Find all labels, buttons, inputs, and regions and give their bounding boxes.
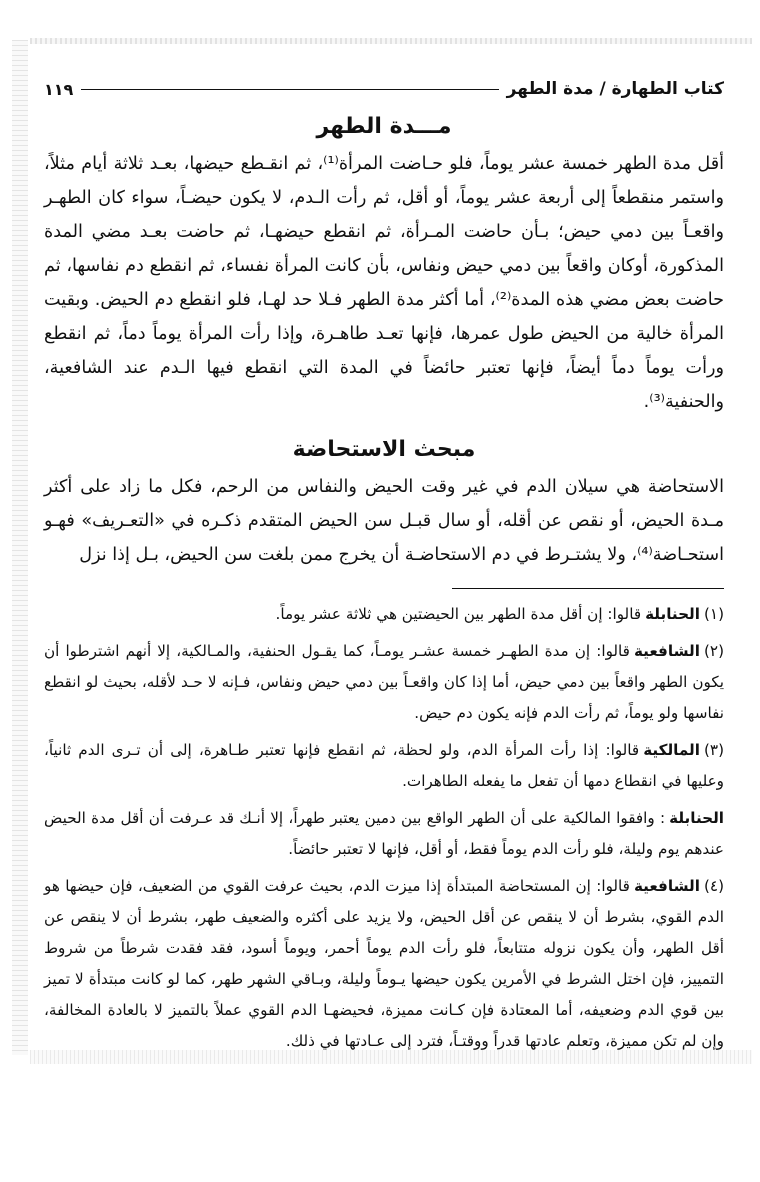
footnote-number: (٤) bbox=[703, 877, 724, 895]
section-body-purity-period bbox=[44, 147, 724, 419]
section-title-purity-period: مـــدة الطهر bbox=[316, 114, 452, 139]
footnote-text: قالوا: إن أقل مدة الطهر بين الحيضتين هي ثلاثة عشر يوماً. bbox=[275, 605, 642, 623]
section-body-istihada bbox=[44, 470, 724, 572]
footnote-3-hanbali bbox=[44, 803, 724, 865]
scan-edge-top bbox=[30, 38, 752, 44]
footnote-1 bbox=[44, 599, 724, 630]
running-header bbox=[44, 72, 724, 106]
page-number: ١١٩ bbox=[44, 79, 74, 99]
header-title: كتاب الطهارة / مدة الطهر bbox=[506, 79, 724, 99]
footnote-divider bbox=[452, 588, 724, 589]
footnote-number: (١) bbox=[703, 605, 724, 623]
footnote-text: قالوا: إن مدة الطهـر خمسة عشـر يومـاً، كما يقـول الحنفية، والمـالكية، إلا أنهم اشترطوا أن يكون الطهر واقعاً بين دمي حيض، أما إذا كان واقعـاً بين دمي حيض ونفاس، فـإنه لا حـد لأقله، بحيث لو انقطع نفاسها ولو يوماً، ثم رأت الدم فإنه يكون دم حيض. bbox=[44, 642, 724, 722]
footnote-school: المالكية bbox=[643, 741, 700, 759]
footnote-text: : وافقوا المالكية على أن الطهر الواقع بين دمين يعتبر طهراً، إلا أنـك قد عـرفت أن أقل مدة الحيض عندهم يوم وليلة، فلو رأت الدم يوماً فقط، أو أقل، فإنها لا تعتبر حائضاً. bbox=[44, 809, 724, 858]
footnote-school: الشافعية bbox=[633, 642, 700, 660]
book-page bbox=[44, 72, 724, 1063]
footnote-school: الحنابلة bbox=[645, 605, 700, 623]
scan-edge-left bbox=[12, 40, 28, 1055]
footnote-number: (٢) bbox=[703, 642, 724, 660]
footnote-3 bbox=[44, 735, 724, 797]
footnotes bbox=[44, 599, 724, 1057]
footnote-2 bbox=[44, 636, 724, 729]
footnote-school: الشافعية bbox=[633, 877, 700, 895]
footnote-school: الحنابلة bbox=[669, 809, 724, 827]
paragraph-istihada: الاستحاضة هي سيلان الدم في غير وقت الحيض والنفاس من الرحم، فكل ما زاد على أكثر مـدة الحيض، أو نقص عن أقله، أو سال قبـل سن الحيض المتقدم ذكـره في «التعـريف» فهـو استحـاضة⁽⁴⁾، ولا يشتـرط في دم الاستحاضـة أن يخرج ممن بلغت سن الحيض، بـل إذا نزل bbox=[44, 477, 724, 565]
header-rule bbox=[81, 89, 498, 90]
footnote-4 bbox=[44, 871, 724, 1057]
footnote-text: قالوا: إن المستحاضة المبتدأة إذا ميزت الدم، بحيث عرفت القوي من الضعيف، فإن حيضها هو الدم القوي، بشرط أن لا ينقص عن أقل الحيض، ولا يزيد على أكثره والضعيف طهر، بشرط أن لا ينقص عن أقل الطهر، وأن يكون نزوله متتابعاً، فلو رأت الدم يوماً أحمر، ويوماً أسود، فقد فقدت شرطاً من شروط التمييز، فإن اختل الشرط في الأمرين يكون حيضها يـوماً وليلة، وبـاقي الشهر طهر، كما لو كانت مبتدأة لا تميز بين قوي الدم وضعيفه، أما المعتادة فإن كـانت مميزة، فحيضهـا الدم القوي عملاً بالتميز لا بالعادة المخالفة، وإن لم تكن مميزة، وتعلم عادتها قدراً ووقتـاً، فترد إلى عـادتها في ذلك. bbox=[44, 877, 724, 1050]
footnote-number: (٣) bbox=[703, 741, 724, 759]
section-title-istihada: مبحث الاستحاضة bbox=[292, 437, 476, 462]
paragraph-purity-period: أقل مدة الطهر خمسة عشر يوماً، فلو حـاضت المرأة⁽¹⁾، ثم انقـطع حيضها، بعـد ثلاثة أيام مثلاً، واستمر منقطعاً إلى أربعة عشر يوماً، أو أقل، ثم رأت الـدم، لا يكون حيضـاً، سواء كان الطهـر واقعـاً بين دمي حيض؛ بـأن حاضت المـرأة، ثم انقطع حيضهـا، ثم حاضت بعـد مضي المدة المذكورة، أوكان واقعاً بين دمي حيض ونفاس، بأن كانت المرأة نفساء، ثم انقطع دم نفاسها، ثم حاضت بعض مضي هذه المدة⁽²⁾، أما أكثر مدة الطهر فـلا حد لهـا، فلو انقطع دم الحيض. وبقيت المرأة خالية من الحيض طول عمرها، فإنها تعـد طاهـرة، وإذا رأت المرأة يوماً دماً، ثم انقطع ورأت يوماً دماً أيضاً، فإنها تعتبر حائضاً في المدة التي انقطع فيها الـدم عند الشافعية، والحنفية⁽³⁾. bbox=[44, 154, 725, 412]
footnote-text: قالوا: إذا رأت المرأة الدم، ولو لحظة، ثم انقطع فإنها تعتبر طـاهرة، إلى أن تـرى الدم ثانياً، وعليها في انقطاع دمها أن تفعل ما يفعله الطاهرات. bbox=[44, 741, 724, 790]
